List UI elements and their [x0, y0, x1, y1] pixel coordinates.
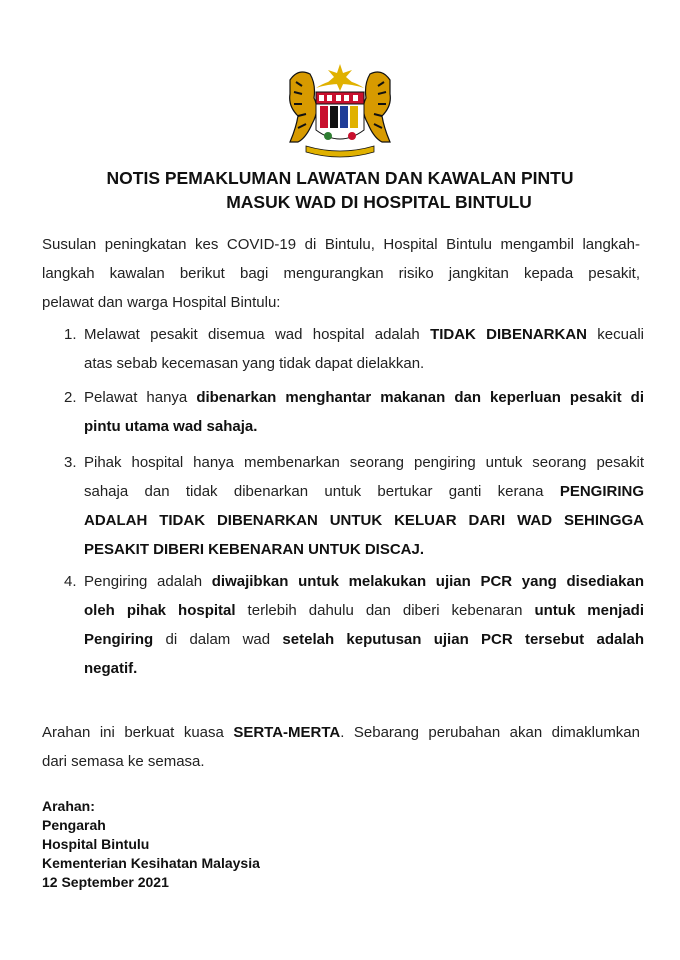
closing-paragraph [42, 718, 640, 776]
item-text: kecuali [587, 326, 644, 343]
intro-line-2: langkah kawalan berikut bagi mengurangkan risiko jangkitan kepada pesakit, [42, 265, 640, 282]
title-line-2: MASUK WAD DI HOSPITAL BINTULU [226, 192, 532, 212]
item-text: Pelawat hanya [84, 389, 197, 406]
item-number: 1. [64, 326, 77, 343]
closing-text: Arahan ini berkuat kuasa [42, 724, 234, 741]
closing-emphasis: SERTA-MERTA [233, 724, 341, 741]
title-line-1: NOTIS PEMAKLUMAN LAWATAN DAN KAWALAN PINTU [106, 168, 574, 188]
item-emphasis: diwajibkan untuk melakukan ujian PCR yang disediakan [211, 573, 644, 590]
item-text: atas sebab kecemasan yang tidak dapat dielakkan. [84, 355, 425, 372]
malaysia-coat-of-arms-icon [276, 58, 404, 162]
notice-title [40, 166, 640, 214]
signature-ministry: Kementerian Kesihatan Malaysia [42, 855, 260, 871]
item-text: di dalam wad [153, 631, 283, 648]
item-emphasis: ADALAH TIDAK DIBENARKAN UNTUK KELUAR DARI WAD SEHINGGA [84, 512, 644, 529]
item-emphasis: TIDAK DIBENARKAN [430, 326, 588, 343]
signature-hospital: Hospital Bintulu [42, 836, 150, 852]
item-number: 2. [64, 389, 77, 406]
item-emphasis: PENGIRING [559, 483, 644, 500]
closing-text: dari semasa ke semasa. [42, 753, 205, 770]
signature-heading: Arahan: [42, 798, 95, 814]
signature-role: Pengarah [42, 817, 106, 833]
closing-text: . Sebarang perubahan akan dimaklumkan [340, 724, 640, 741]
item-text: terlebih dahulu dan diberi kebenaran [235, 602, 535, 619]
item-text: Pengiring adalah [84, 573, 212, 590]
item-emphasis: oleh pihak hospital [84, 602, 236, 619]
signature-block [42, 797, 260, 892]
item-emphasis: dibenarkan menghantar makanan dan keperluan pesakit di [196, 389, 644, 406]
item-emphasis: Pengiring [84, 631, 154, 648]
item-emphasis: untuk menjadi [534, 602, 644, 619]
item-emphasis: pintu utama wad sahaja. [84, 418, 258, 435]
intro-line-1: Susulan peningkatan kes COVID-19 di Bintulu, Hospital Bintulu mengambil langkah- [42, 236, 640, 253]
signature-date: 12 September 2021 [42, 874, 169, 890]
item-emphasis: PESAKIT DIBERI KEBENARAN UNTUK DISCAJ. [84, 541, 425, 558]
item-text: sahaja dan tidak dibenarkan untuk bertukar ganti kerana [84, 483, 560, 500]
item-emphasis: negatif. [84, 660, 138, 677]
item-number: 3. [64, 454, 77, 471]
item-number: 4. [64, 573, 77, 590]
item-emphasis: setelah keputusan ujian PCR tersebut adalah [282, 631, 644, 648]
item-text: Pihak hospital hanya membenarkan seorang pengiring untuk seorang pesakit [84, 454, 644, 471]
intro-paragraph [42, 230, 640, 317]
intro-line-3: pelawat dan warga Hospital Bintulu: [42, 294, 281, 311]
item-text: Melawat pesakit disemua wad hospital adalah [84, 326, 431, 343]
